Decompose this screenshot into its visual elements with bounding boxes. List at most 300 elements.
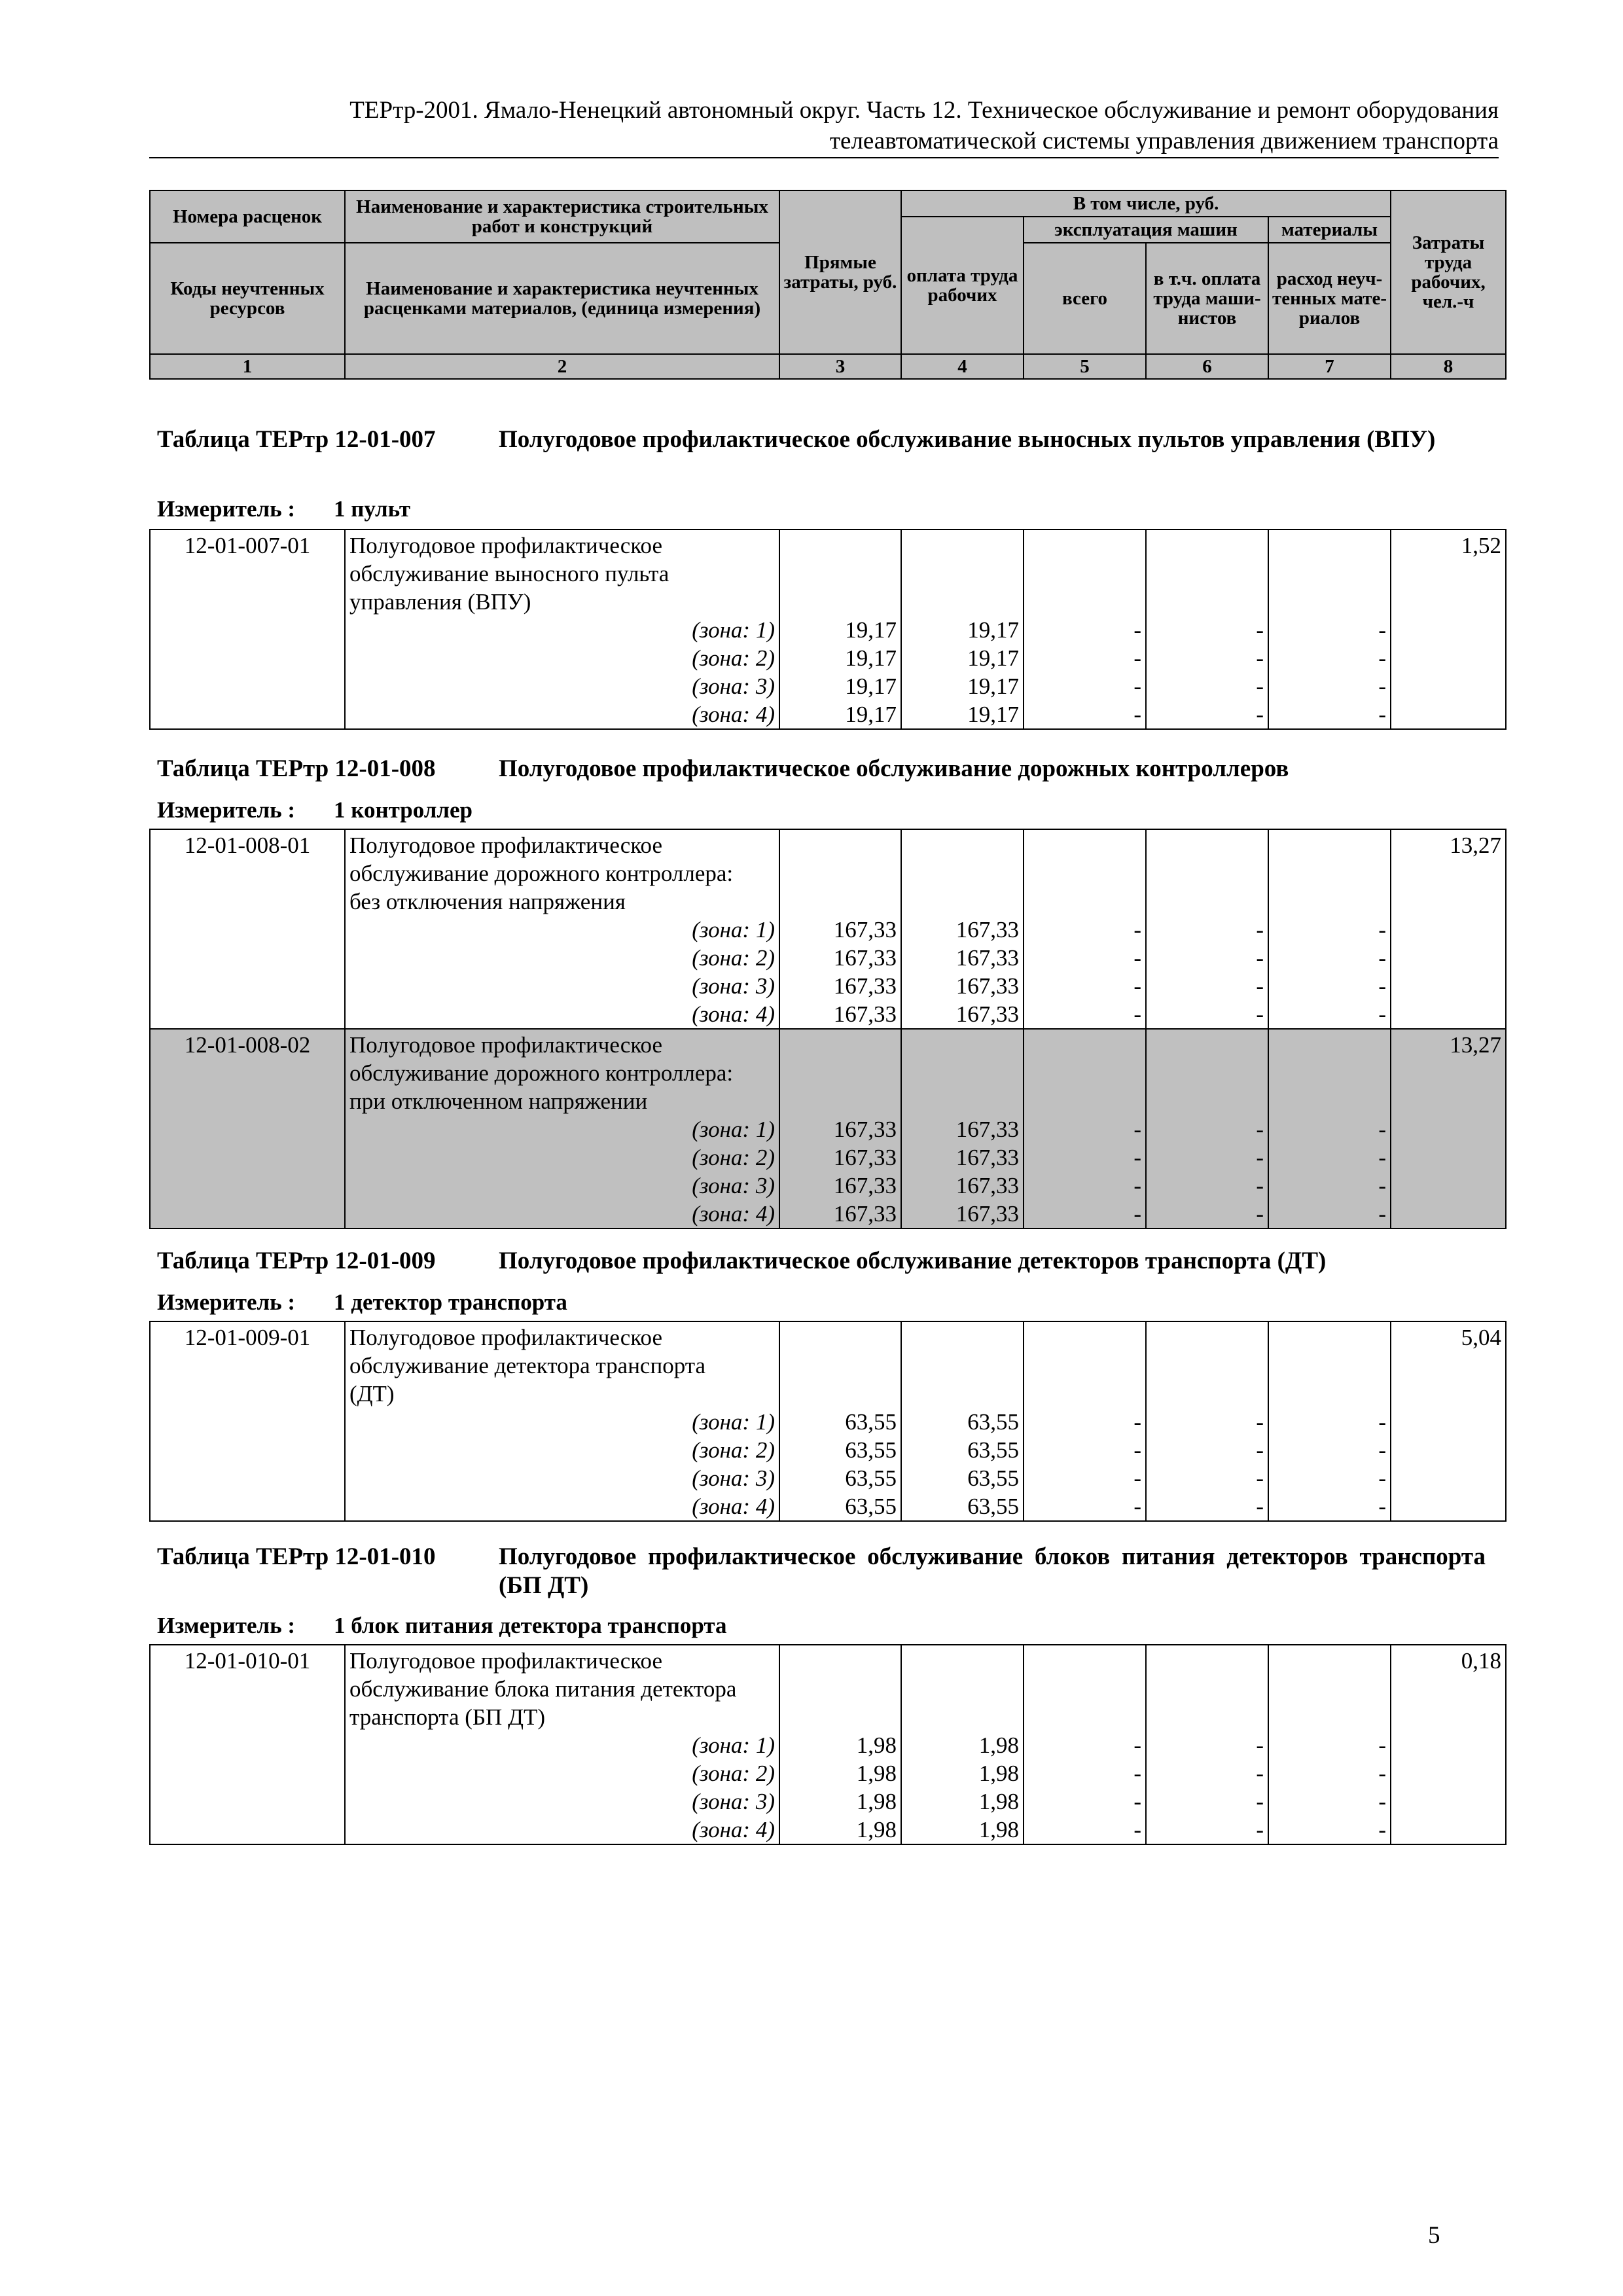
meter-label: Измеритель : bbox=[157, 496, 296, 522]
rate-code: 12-01-008-01 bbox=[150, 829, 345, 859]
machines-total: - bbox=[1024, 944, 1146, 972]
rate-row bbox=[150, 529, 1506, 560]
machines-total: - bbox=[1024, 1000, 1146, 1029]
zone-label: (зона: 3) bbox=[345, 1787, 779, 1816]
meter-label: Измеритель : bbox=[157, 1613, 296, 1638]
machinist-pay: - bbox=[1146, 1000, 1268, 1029]
machines-total: - bbox=[1024, 1408, 1146, 1436]
material-usage: - bbox=[1268, 1731, 1391, 1759]
col-num: 3 bbox=[779, 354, 901, 379]
machinist-pay: - bbox=[1146, 1492, 1268, 1521]
meter-label: Измеритель : bbox=[157, 797, 296, 823]
empty-cell bbox=[901, 1029, 1024, 1059]
empty-cell bbox=[1024, 560, 1146, 588]
machines-total: - bbox=[1024, 616, 1146, 644]
empty-cell bbox=[1268, 529, 1391, 560]
machines-total: - bbox=[1024, 1731, 1146, 1759]
section-title bbox=[157, 1543, 1486, 1600]
section-meter bbox=[157, 1613, 727, 1639]
zone-row bbox=[150, 672, 1506, 700]
machines-total: - bbox=[1024, 1200, 1146, 1229]
machines-total: - bbox=[1024, 1115, 1146, 1143]
empty-cell bbox=[150, 1115, 345, 1143]
direct-cost: 167,33 bbox=[779, 1115, 901, 1143]
empty-cell bbox=[1146, 1645, 1268, 1675]
empty-cell bbox=[150, 1200, 345, 1229]
machinist-pay: - bbox=[1146, 672, 1268, 700]
worker-pay: 167,33 bbox=[901, 1115, 1024, 1143]
rate-description-line: обслуживание выносного пульта bbox=[345, 560, 779, 588]
zone-row bbox=[150, 1000, 1506, 1029]
zone-row bbox=[150, 1408, 1506, 1436]
direct-cost: 1,98 bbox=[779, 1759, 901, 1787]
zone-row bbox=[150, 700, 1506, 729]
empty-cell bbox=[1024, 529, 1146, 560]
empty-cell bbox=[1391, 1759, 1506, 1787]
rate-description-line: Полугодовое профилактическое bbox=[345, 829, 779, 859]
empty-cell bbox=[779, 829, 901, 859]
section-title bbox=[157, 425, 1486, 483]
section-table-name: Полугодовое профилактическое обслуживание детекторов транспорта (ДТ) bbox=[499, 1247, 1327, 1274]
worker-pay: 1,98 bbox=[901, 1787, 1024, 1816]
empty-cell bbox=[150, 1759, 345, 1787]
empty-cell bbox=[150, 1464, 345, 1492]
material-usage: - bbox=[1268, 1115, 1391, 1143]
worker-pay: 63,55 bbox=[901, 1436, 1024, 1464]
empty-cell bbox=[1024, 1029, 1146, 1059]
worker-pay: 1,98 bbox=[901, 1816, 1024, 1844]
head-materials: материалы bbox=[1268, 217, 1391, 243]
section-table-name: Полугодовое профилактическое обслуживание выносных пультов управления (ВПУ) bbox=[499, 426, 1436, 453]
empty-cell bbox=[901, 529, 1024, 560]
labor-cost bbox=[1391, 1380, 1506, 1408]
empty-cell bbox=[1268, 560, 1391, 588]
empty-cell bbox=[1391, 944, 1506, 972]
direct-cost: 167,33 bbox=[779, 1172, 901, 1200]
empty-cell bbox=[779, 1703, 901, 1731]
zone-label: (зона: 2) bbox=[345, 944, 779, 972]
labor-cost bbox=[1391, 888, 1506, 916]
running-header-line2: телеавтоматической системы управления движением транспорта bbox=[829, 128, 1499, 154]
material-usage: - bbox=[1268, 1759, 1391, 1787]
empty-cell bbox=[1024, 588, 1146, 616]
rate-row bbox=[150, 1703, 1506, 1731]
direct-cost: 167,33 bbox=[779, 1143, 901, 1172]
rate-description-line: (ДТ) bbox=[345, 1380, 779, 1408]
material-usage: - bbox=[1268, 672, 1391, 700]
labor-cost bbox=[1391, 1703, 1506, 1731]
empty-cell bbox=[1146, 1321, 1268, 1352]
material-usage: - bbox=[1268, 1172, 1391, 1200]
empty-cell bbox=[150, 644, 345, 672]
rate-code bbox=[150, 1675, 345, 1703]
zone-label: (зона: 1) bbox=[345, 1115, 779, 1143]
empty-cell bbox=[150, 944, 345, 972]
empty-cell bbox=[1268, 1645, 1391, 1675]
head-direct-costs: Прямые затраты, руб. bbox=[779, 190, 901, 354]
zone-row bbox=[150, 1492, 1506, 1521]
zone-label: (зона: 2) bbox=[345, 1436, 779, 1464]
direct-cost: 167,33 bbox=[779, 1200, 901, 1229]
empty-cell bbox=[150, 1408, 345, 1436]
head-material-usage: расход неуч-тенных мате-риалов bbox=[1268, 243, 1391, 354]
machinist-pay: - bbox=[1146, 1787, 1268, 1816]
empty-cell bbox=[779, 1645, 901, 1675]
rate-row bbox=[150, 829, 1506, 859]
machinist-pay: - bbox=[1146, 700, 1268, 729]
machines-total: - bbox=[1024, 1172, 1146, 1200]
direct-cost: 19,17 bbox=[779, 644, 901, 672]
empty-cell bbox=[901, 1321, 1024, 1352]
rates-table bbox=[149, 829, 1507, 1229]
direct-cost: 19,17 bbox=[779, 700, 901, 729]
machinist-pay: - bbox=[1146, 944, 1268, 972]
empty-cell bbox=[1391, 616, 1506, 644]
empty-cell bbox=[779, 1352, 901, 1380]
zone-row bbox=[150, 616, 1506, 644]
zone-label: (зона: 4) bbox=[345, 1816, 779, 1844]
col-num: 2 bbox=[345, 354, 779, 379]
labor-cost bbox=[1391, 1675, 1506, 1703]
empty-cell bbox=[901, 859, 1024, 888]
rate-code bbox=[150, 1059, 345, 1087]
machines-total: - bbox=[1024, 1436, 1146, 1464]
empty-cell bbox=[1024, 888, 1146, 916]
rate-description-line: при отключенном напряжении bbox=[345, 1087, 779, 1115]
head-worker-pay: оплата труда рабочих bbox=[901, 217, 1024, 354]
empty-cell bbox=[1391, 644, 1506, 672]
empty-cell bbox=[779, 1321, 901, 1352]
material-usage: - bbox=[1268, 1000, 1391, 1029]
direct-cost: 63,55 bbox=[779, 1408, 901, 1436]
empty-cell bbox=[150, 616, 345, 644]
empty-cell bbox=[779, 1675, 901, 1703]
rate-row bbox=[150, 1321, 1506, 1352]
empty-cell bbox=[1391, 1787, 1506, 1816]
rate-description-line: Полугодовое профилактическое bbox=[345, 529, 779, 560]
empty-cell bbox=[901, 1380, 1024, 1408]
labor-cost bbox=[1391, 1087, 1506, 1115]
worker-pay: 167,33 bbox=[901, 944, 1024, 972]
empty-cell bbox=[150, 1436, 345, 1464]
rate-description-line: обслуживание дорожного контроллера: bbox=[345, 859, 779, 888]
rate-row bbox=[150, 560, 1506, 588]
material-usage: - bbox=[1268, 1143, 1391, 1172]
machinist-pay: - bbox=[1146, 644, 1268, 672]
worker-pay: 167,33 bbox=[901, 1000, 1024, 1029]
rate-code bbox=[150, 859, 345, 888]
section-title bbox=[157, 755, 1486, 783]
zone-row bbox=[150, 972, 1506, 1000]
empty-cell bbox=[1024, 1380, 1146, 1408]
empty-cell bbox=[1391, 700, 1506, 729]
empty-cell bbox=[1024, 859, 1146, 888]
machines-total: - bbox=[1024, 700, 1146, 729]
empty-cell bbox=[1146, 1352, 1268, 1380]
col-num: 4 bbox=[901, 354, 1024, 379]
zone-label: (зона: 3) bbox=[345, 672, 779, 700]
worker-pay: 63,55 bbox=[901, 1492, 1024, 1521]
labor-cost: 0,18 bbox=[1391, 1645, 1506, 1675]
zone-label: (зона: 1) bbox=[345, 916, 779, 944]
rate-row bbox=[150, 1352, 1506, 1380]
rate-code: 12-01-008-02 bbox=[150, 1029, 345, 1059]
empty-cell bbox=[1146, 1380, 1268, 1408]
meter-label: Измеритель : bbox=[157, 1289, 296, 1315]
machinist-pay: - bbox=[1146, 972, 1268, 1000]
empty-cell bbox=[779, 1380, 901, 1408]
empty-cell bbox=[779, 888, 901, 916]
labor-cost: 13,27 bbox=[1391, 829, 1506, 859]
machines-total: - bbox=[1024, 644, 1146, 672]
section-meter bbox=[157, 496, 411, 522]
rate-row bbox=[150, 1645, 1506, 1675]
head-machines-total: всего bbox=[1024, 243, 1146, 354]
empty-cell bbox=[1024, 1675, 1146, 1703]
empty-cell bbox=[1024, 1059, 1146, 1087]
direct-cost: 1,98 bbox=[779, 1731, 901, 1759]
rate-row bbox=[150, 1059, 1506, 1087]
rate-row bbox=[150, 1380, 1506, 1408]
empty-cell bbox=[1268, 1029, 1391, 1059]
zone-row bbox=[150, 1464, 1506, 1492]
rate-code bbox=[150, 1703, 345, 1731]
direct-cost: 1,98 bbox=[779, 1816, 901, 1844]
empty-cell bbox=[1268, 1352, 1391, 1380]
empty-cell bbox=[1268, 859, 1391, 888]
direct-cost: 167,33 bbox=[779, 972, 901, 1000]
empty-cell bbox=[1391, 1731, 1506, 1759]
col-num: 6 bbox=[1146, 354, 1268, 379]
running-header-line1: ТЕРтр-2001. Ямало-Ненецкий автономный округ. Часть 12. Техническое обслуживание и ремонт оборудования bbox=[349, 97, 1499, 124]
empty-cell bbox=[1146, 859, 1268, 888]
material-usage: - bbox=[1268, 972, 1391, 1000]
rate-description-line: обслуживание дорожного контроллера: bbox=[345, 1059, 779, 1087]
labor-cost bbox=[1391, 859, 1506, 888]
empty-cell bbox=[1268, 829, 1391, 859]
empty-cell bbox=[1391, 1115, 1506, 1143]
empty-cell bbox=[1146, 1675, 1268, 1703]
zone-label: (зона: 4) bbox=[345, 1200, 779, 1229]
meter-value: 1 контроллер bbox=[334, 797, 473, 823]
worker-pay: 167,33 bbox=[901, 1172, 1024, 1200]
empty-cell bbox=[1024, 1352, 1146, 1380]
rate-code: 12-01-007-01 bbox=[150, 529, 345, 560]
direct-cost: 167,33 bbox=[779, 916, 901, 944]
empty-cell bbox=[1146, 1087, 1268, 1115]
empty-cell bbox=[1146, 560, 1268, 588]
machines-total: - bbox=[1024, 1759, 1146, 1787]
worker-pay: 63,55 bbox=[901, 1464, 1024, 1492]
head-resource-codes: Коды неучтенных ресурсов bbox=[150, 243, 345, 354]
rates-table bbox=[149, 529, 1507, 730]
machines-total: - bbox=[1024, 1492, 1146, 1521]
rate-row bbox=[150, 888, 1506, 916]
empty-cell bbox=[901, 829, 1024, 859]
worker-pay: 19,17 bbox=[901, 616, 1024, 644]
material-usage: - bbox=[1268, 916, 1391, 944]
col-num: 5 bbox=[1024, 354, 1146, 379]
zone-label: (зона: 1) bbox=[345, 1408, 779, 1436]
rate-code bbox=[150, 1352, 345, 1380]
empty-cell bbox=[1268, 588, 1391, 616]
empty-cell bbox=[150, 700, 345, 729]
section-title bbox=[157, 1247, 1486, 1276]
worker-pay: 1,98 bbox=[901, 1731, 1024, 1759]
empty-cell bbox=[1268, 888, 1391, 916]
direct-cost: 19,17 bbox=[779, 616, 901, 644]
empty-cell bbox=[1268, 1087, 1391, 1115]
machines-total: - bbox=[1024, 916, 1146, 944]
empty-cell bbox=[1146, 1703, 1268, 1731]
zone-label: (зона: 1) bbox=[345, 1731, 779, 1759]
rate-description-line: управления (ВПУ) bbox=[345, 588, 779, 616]
zone-row bbox=[150, 1787, 1506, 1816]
machines-total: - bbox=[1024, 672, 1146, 700]
zone-row bbox=[150, 644, 1506, 672]
machinist-pay: - bbox=[1146, 1464, 1268, 1492]
empty-cell bbox=[1391, 1143, 1506, 1172]
zone-label: (зона: 3) bbox=[345, 1172, 779, 1200]
section-table-code: Таблица ТЕРтр 12-01-009 bbox=[157, 1247, 436, 1274]
meter-value: 1 пульт bbox=[334, 496, 411, 522]
zone-label: (зона: 4) bbox=[345, 1492, 779, 1521]
direct-cost: 63,55 bbox=[779, 1492, 901, 1521]
empty-cell bbox=[1391, 1200, 1506, 1229]
empty-cell bbox=[1024, 1321, 1146, 1352]
rate-row bbox=[150, 1087, 1506, 1115]
machinist-pay: - bbox=[1146, 1436, 1268, 1464]
empty-cell bbox=[901, 588, 1024, 616]
empty-cell bbox=[901, 1352, 1024, 1380]
col-num: 7 bbox=[1268, 354, 1391, 379]
empty-cell bbox=[1024, 1645, 1146, 1675]
head-machines: эксплуатация машин bbox=[1024, 217, 1268, 243]
empty-cell bbox=[1024, 1703, 1146, 1731]
empty-cell bbox=[1391, 1000, 1506, 1029]
empty-cell bbox=[779, 529, 901, 560]
machines-total: - bbox=[1024, 1143, 1146, 1172]
section-table-code: Таблица ТЕРтр 12-01-008 bbox=[157, 755, 436, 782]
zone-row bbox=[150, 1115, 1506, 1143]
empty-cell bbox=[1146, 529, 1268, 560]
empty-cell bbox=[1391, 672, 1506, 700]
zone-row bbox=[150, 1436, 1506, 1464]
head-work-name: Наименование и характеристика строительных работ и конструкций bbox=[345, 190, 779, 243]
worker-pay: 63,55 bbox=[901, 1408, 1024, 1436]
empty-cell bbox=[1391, 916, 1506, 944]
labor-cost bbox=[1391, 1352, 1506, 1380]
empty-cell bbox=[779, 1059, 901, 1087]
rate-row bbox=[150, 1029, 1506, 1059]
zone-label: (зона: 4) bbox=[345, 700, 779, 729]
empty-cell bbox=[1268, 1380, 1391, 1408]
worker-pay: 167,33 bbox=[901, 972, 1024, 1000]
machinist-pay: - bbox=[1146, 1759, 1268, 1787]
col-num: 1 bbox=[150, 354, 345, 379]
machines-total: - bbox=[1024, 1464, 1146, 1492]
rate-description-line: Полугодовое профилактическое bbox=[345, 1645, 779, 1675]
material-usage: - bbox=[1268, 1200, 1391, 1229]
empty-cell bbox=[1391, 1408, 1506, 1436]
labor-cost: 5,04 bbox=[1391, 1321, 1506, 1352]
rates-table bbox=[149, 1321, 1507, 1522]
machinist-pay: - bbox=[1146, 1200, 1268, 1229]
section-table-code: Таблица ТЕРтр 12-01-010 bbox=[157, 1543, 436, 1570]
labor-cost bbox=[1391, 560, 1506, 588]
empty-cell bbox=[1391, 972, 1506, 1000]
material-usage: - bbox=[1268, 1436, 1391, 1464]
material-usage: - bbox=[1268, 1787, 1391, 1816]
empty-cell bbox=[1146, 888, 1268, 916]
machinist-pay: - bbox=[1146, 1408, 1268, 1436]
section-table-code: Таблица ТЕРтр 12-01-007 bbox=[157, 426, 436, 453]
rate-row bbox=[150, 588, 1506, 616]
rate-code bbox=[150, 588, 345, 616]
empty-cell bbox=[1268, 1321, 1391, 1352]
rate-code bbox=[150, 888, 345, 916]
empty-cell bbox=[150, 1000, 345, 1029]
empty-cell bbox=[150, 1816, 345, 1844]
material-usage: - bbox=[1268, 1408, 1391, 1436]
rate-description-line: без отключения напряжения bbox=[345, 888, 779, 916]
zone-label: (зона: 3) bbox=[345, 1464, 779, 1492]
machines-total: - bbox=[1024, 972, 1146, 1000]
machinist-pay: - bbox=[1146, 1816, 1268, 1844]
material-usage: - bbox=[1268, 1492, 1391, 1521]
worker-pay: 19,17 bbox=[901, 700, 1024, 729]
meter-value: 1 блок питания детектора транспорта bbox=[334, 1613, 727, 1638]
machinist-pay: - bbox=[1146, 1172, 1268, 1200]
empty-cell bbox=[901, 888, 1024, 916]
meter-value: 1 детектор транспорта bbox=[334, 1289, 567, 1315]
worker-pay: 19,17 bbox=[901, 672, 1024, 700]
section-meter bbox=[157, 1289, 567, 1316]
section-meter bbox=[157, 797, 473, 823]
zone-label: (зона: 2) bbox=[345, 1759, 779, 1787]
rate-row bbox=[150, 859, 1506, 888]
rate-description-line: Полугодовое профилактическое bbox=[345, 1321, 779, 1352]
machinist-pay: - bbox=[1146, 1731, 1268, 1759]
empty-cell bbox=[901, 1703, 1024, 1731]
zone-label: (зона: 4) bbox=[345, 1000, 779, 1029]
empty-cell bbox=[779, 859, 901, 888]
zone-row bbox=[150, 1200, 1506, 1229]
material-usage: - bbox=[1268, 1816, 1391, 1844]
rate-row bbox=[150, 1675, 1506, 1703]
rates-table bbox=[149, 1644, 1507, 1845]
labor-cost bbox=[1391, 1059, 1506, 1087]
empty-cell bbox=[1268, 1059, 1391, 1087]
empty-cell bbox=[1146, 829, 1268, 859]
machinist-pay: - bbox=[1146, 616, 1268, 644]
zone-row bbox=[150, 1759, 1506, 1787]
rate-description-line: обслуживание блока питания детектора bbox=[345, 1675, 779, 1703]
empty-cell bbox=[1391, 1492, 1506, 1521]
empty-cell bbox=[150, 672, 345, 700]
section-table-name: Полугодовое профилактическое обслуживание блоков питания детекторов транспорта (БП ДТ) bbox=[499, 1543, 1486, 1599]
empty-cell bbox=[901, 1087, 1024, 1115]
material-usage: - bbox=[1268, 644, 1391, 672]
empty-cell bbox=[1268, 1703, 1391, 1731]
direct-cost: 1,98 bbox=[779, 1787, 901, 1816]
section-table-name: Полугодовое профилактическое обслуживание дорожных контроллеров bbox=[499, 755, 1289, 782]
zone-label: (зона: 3) bbox=[345, 972, 779, 1000]
column-header-table bbox=[149, 190, 1507, 380]
empty-cell bbox=[1024, 1087, 1146, 1115]
head-materials-name: Наименование и характеристика неучтенных расценками материалов, (единица измерения) bbox=[345, 243, 779, 354]
worker-pay: 19,17 bbox=[901, 644, 1024, 672]
